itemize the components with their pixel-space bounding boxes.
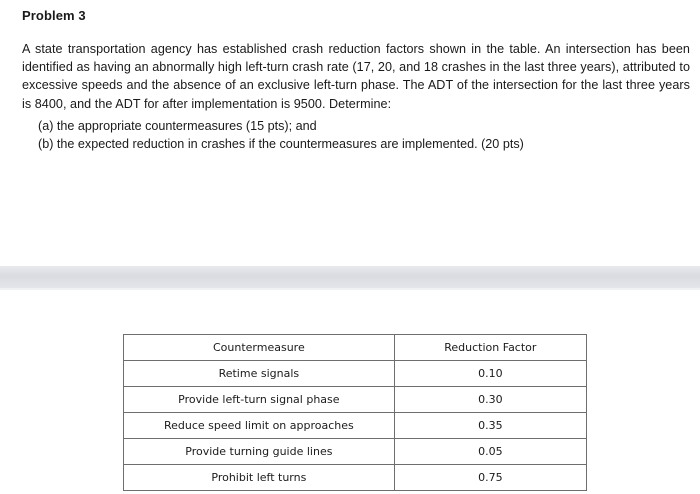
problem-parts — [38, 117, 524, 153]
table-row — [124, 413, 587, 439]
table-row — [124, 387, 587, 413]
countermeasure-cell: Provide turning guide lines — [124, 439, 395, 465]
reduction-factor-cell: 0.35 — [394, 413, 586, 439]
header-countermeasure: Countermeasure — [124, 335, 395, 361]
reduction-factor-cell: 0.05 — [394, 439, 586, 465]
countermeasure-cell: Provide left-turn signal phase — [124, 387, 395, 413]
table-row — [124, 361, 587, 387]
header-reduction-factor: Reduction Factor — [394, 335, 586, 361]
problem-part-b: (b) the expected reduction in crashes if the countermeasures are implemented. (20 pts) — [38, 137, 524, 152]
countermeasure-cell: Retime signals — [124, 361, 395, 387]
table-row — [124, 439, 587, 465]
countermeasure-cell: Reduce speed limit on approaches — [124, 413, 395, 439]
problem-title: Problem 3 — [22, 8, 86, 23]
reduction-factor-cell: 0.10 — [394, 361, 586, 387]
table-header-row — [124, 335, 587, 361]
reduction-factor-cell: 0.75 — [394, 465, 586, 491]
page-divider — [0, 266, 700, 288]
reduction-factor-cell: 0.30 — [394, 387, 586, 413]
table-row — [124, 465, 587, 491]
countermeasure-cell: Prohibit left turns — [124, 465, 395, 491]
reduction-factors-table — [123, 334, 587, 491]
problem-statement: A state transportation agency has established crash reduction factors shown in the table. An intersection has been identified as having an abnormally high left-turn crash rate (17, 20, and 18 crashes in the last three years), attributed to excessive speeds and the absence of an exclusive left-turn phase. The ADT of the intersection for the last three years is 8400, and the ADT for after implementation is 9500. Determine: — [22, 42, 690, 111]
problem-part-a: (a) the appropriate countermeasures (15 pts); and — [38, 119, 317, 133]
